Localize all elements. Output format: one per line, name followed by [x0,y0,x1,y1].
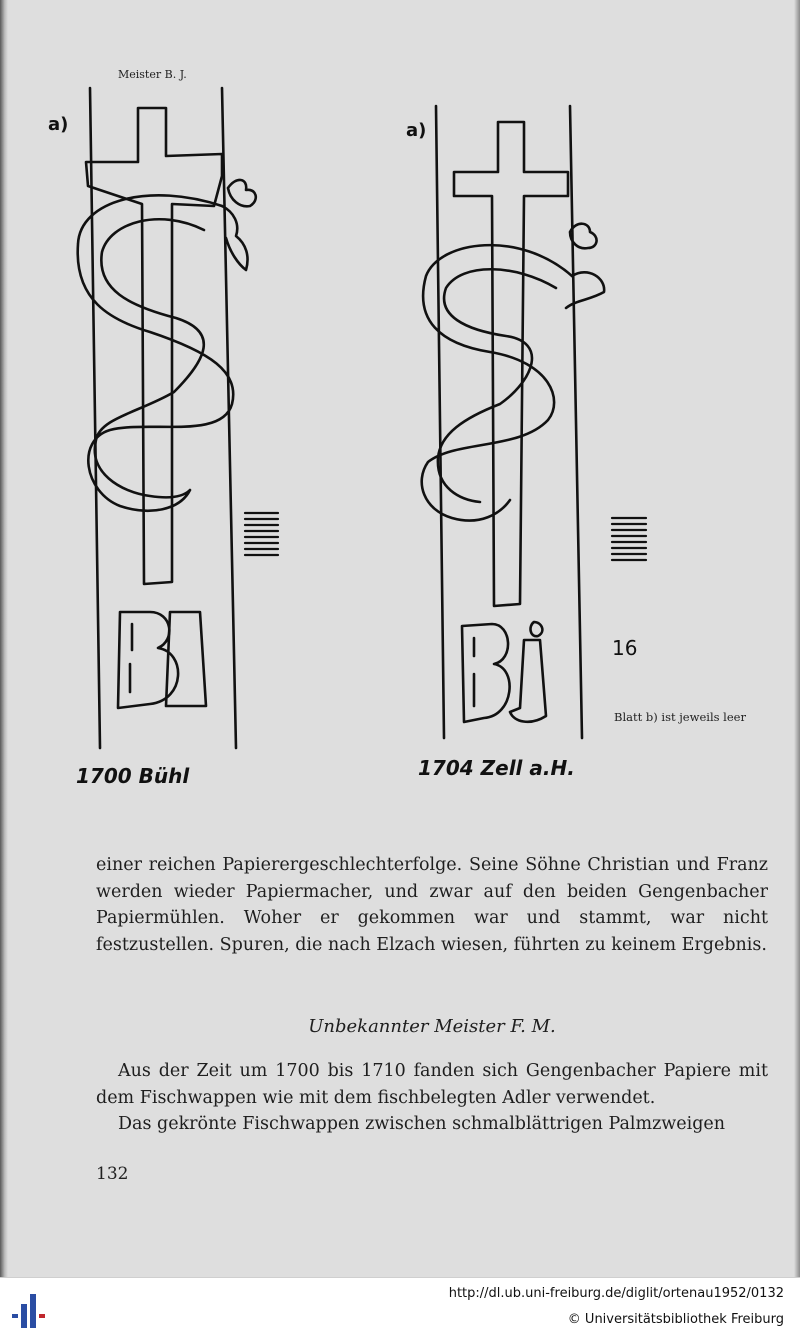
library-logo-icon [8,1288,52,1332]
serpent-right [422,245,572,520]
source-url-link[interactable]: http://dl.ub.uni-freiburg.de/diglit/ortenau1952/0132 [448,1286,784,1301]
chain-line-right-2 [570,106,582,738]
serpent-head-left [222,180,256,270]
cross-right [454,122,568,606]
footer-bar [0,1277,800,1337]
paragraph-1: einer reichen Papierergeschlechterfolge. Seine Söhne Christian und Franz werden wieder Papiermacher, und zwar auf den beiden Gengenbacher Papiermühlen. Woher er gekommen war und stammt, war nicht festzustellen. Spuren, die nach Elzach wiesen, führten zu keinem Ergebnis. [96,855,768,955]
letter-b-right [462,624,510,722]
copyright-text: © Universitätsbibliothek Freiburg [567,1312,784,1327]
section-heading: Unbekannter Meister F. M. [308,1016,556,1037]
handwritten-note-left: 1700 Bühl [76,764,190,788]
handwritten-note-right: 1704 Zell a.H. [418,756,575,780]
chain-line-right-1 [436,106,444,738]
chain-marks-right [612,518,646,560]
serpent-head-right [566,224,604,308]
figure-caption: Meister B. J. [118,68,187,81]
figure-number: 16 [612,636,638,660]
serpent-left [78,195,234,510]
chain-marks-left [245,513,278,555]
label-a-right: a) [406,120,427,141]
label-a-left: a) [48,114,69,135]
cross-left [86,108,222,584]
page-number: 132 [96,1164,129,1184]
figure-side-note: Blatt b) ist jeweils leer [614,710,746,724]
paragraph-2: Aus der Zeit um 1700 bis 1710 fanden sich Gengenbacher Papiere mit dem Fischwappen wie mit dem fischbelegten Adler verwendet. Das gekrönte Fischwappen zwischen schmalblättrigen Palmzweigen [96,1061,768,1134]
letter-i-right [510,622,546,722]
